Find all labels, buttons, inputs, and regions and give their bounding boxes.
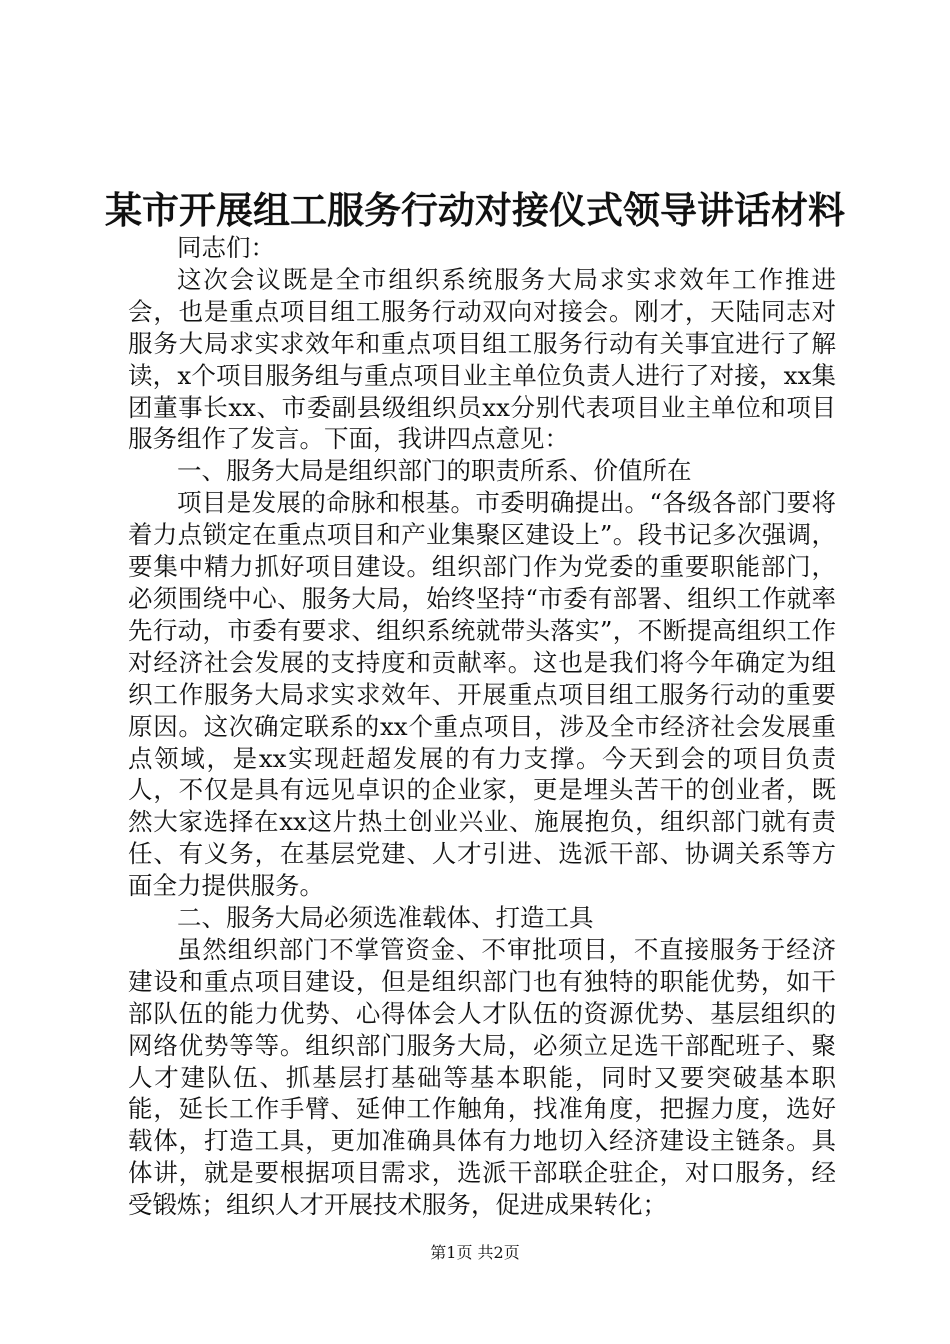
document-body	[128, 232, 836, 1221]
section-heading-1: 一、服务大局是组织部门的职责所系、价值所在	[177, 456, 692, 486]
section-heading-2: 二、服务大局必须选准载体、打造工具	[177, 903, 594, 933]
paragraph-intro: 这次会议既是全市组织系统服务大局求实求效年工作推进会，也是重点项目组工服务行动双向对接会。刚才，天陆同志对服务大局求实求效年和重点项目组工服务行动有关事宜进行了解读，x个项目服务组与重点项目业主单位负责人进行了对接，xx集团董事长xx、市委副县级组织员xx分别代表项目业主单位和项目服务组作了发言。下面，我讲四点意见：	[128, 264, 836, 454]
document-title: 某市开展组工服务行动对接仪式领导讲话材料	[105, 189, 845, 232]
salutation: 同志们：	[177, 233, 275, 262]
paragraph-section-2: 虽然组织部门不掌管资金、不审批项目，不直接服务于经济建设和重点项目建设，但是组织部门也有独特的职能优势，如干部队伍的能力优势、心得体会人才队伍的资源优势、基层组织的网络优势等等。组织部门服务大局，必须立足选干部配班子、聚人才建队伍、抓基层打基础等基本职能，同时又要突破基本职能，延长工作手臂、延伸工作触角，找准角度，把握力度，选好载体，打造工具，更加准确具体有力地切入经济建设主链条。具体讲，就是要根据项目需求，选派干部联企驻企，对口服务，经受锻炼；组织人才开展技术服务，促进成果转化；	[128, 934, 836, 1220]
page-number-footer: 第1页 共2页	[430, 1243, 520, 1262]
paragraph-section-1: 项目是发展的命脉和根基。市委明确提出。“各级各部门要将着力点锁定在重点项目和产业集聚区建设上”。段书记多次强调，要集中精力抓好项目建设。组织部门作为党委的重要职能部门，必须围绕中心、服务大局，始终坚持“市委有部署、组织工作就率先行动，市委有要求、组织系统就带头落实”，不断提高组织工作对经济社会发展的支持度和贡献率。这也是我们将今年确定为组织工作服务大局求实求效年、开展重点项目组工服务行动的重要原因。这次确定联系的xx个重点项目，涉及全市经济社会发展重点领域，是xx实现赶超发展的有力支撑。今天到会的项目负责人，不仅是具有远见卓识的企业家，更是埋头苦干的创业者，既然大家选择在xx这片热土创业兴业、施展抱负，组织部门就有责任、有义务，在基层党建、人才引进、选派干部、协调关系等方面全力提供服务。	[128, 488, 836, 901]
